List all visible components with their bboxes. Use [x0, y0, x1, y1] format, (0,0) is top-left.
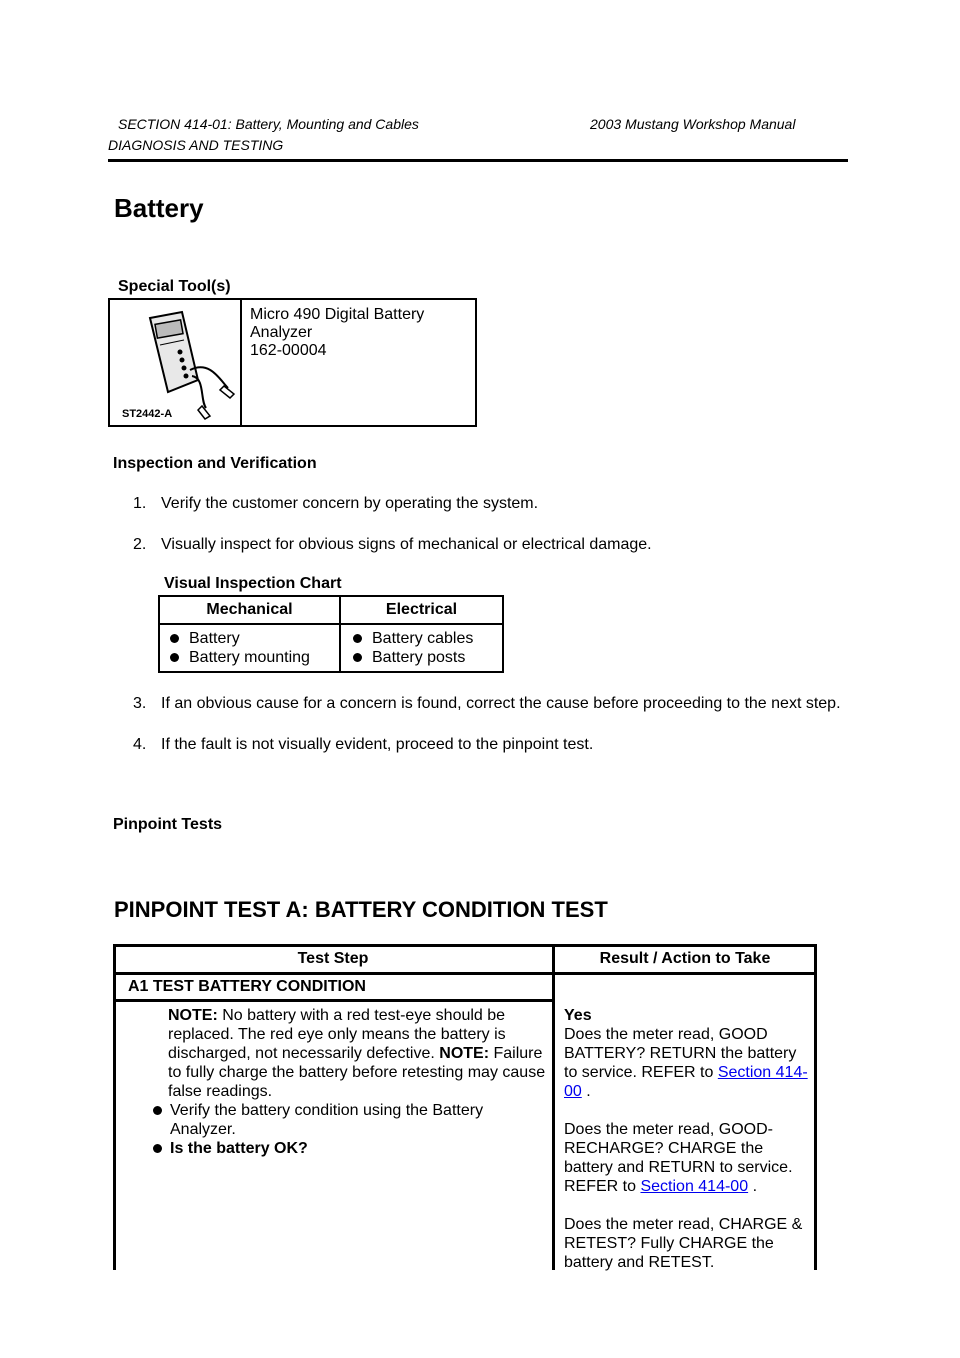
result-text: .	[586, 1083, 591, 1100]
page-title: Battery	[114, 193, 204, 223]
table-top-border	[113, 944, 817, 947]
result-text: Does the meter read, GOOD-	[564, 1121, 773, 1138]
inspection-step-3	[133, 695, 841, 713]
result-text: RETEST? Fully CHARGE the	[564, 1235, 774, 1252]
section-414-00-link[interactable]: Section 414-	[717, 1064, 808, 1081]
mechanical-cell	[159, 624, 340, 672]
bullet-icon	[153, 1106, 162, 1115]
result-text: battery and RETURN to service.	[564, 1159, 793, 1176]
bullet-icon	[353, 634, 362, 643]
result-column	[564, 1006, 814, 1272]
step-bullets	[153, 1101, 553, 1158]
table-left-border	[113, 944, 116, 1270]
battery-analyzer-icon	[110, 300, 238, 425]
bullet-question: Is the battery OK?	[170, 1140, 308, 1157]
inspection-heading: Inspection and Verification	[113, 455, 317, 472]
tool-image-label: ST2442-A	[122, 408, 173, 420]
step-text: If the fault is not visually evident, proceed to the pinpoint test.	[161, 736, 594, 753]
visual-inspection-chart	[158, 595, 504, 673]
step-number: 1.	[133, 495, 147, 512]
result-text: to service. REFER to	[564, 1064, 714, 1081]
manual-title: 2003 Mustang Workshop Manual	[590, 116, 796, 132]
bullet-icon	[170, 634, 179, 643]
step-title-bottom-border	[113, 999, 553, 1002]
step-number: 3.	[133, 695, 147, 712]
step-text: If an obvious cause for a concern is found, correct the cause before proceeding to the next step.	[161, 695, 841, 712]
tool-part-number: 162-00004	[250, 342, 327, 359]
result-text: battery and RETEST.	[564, 1254, 715, 1271]
electrical-item: Battery cables	[372, 629, 474, 647]
electrical-item: Battery posts	[372, 648, 466, 666]
subsection-header: DIAGNOSIS AND TESTING	[108, 137, 284, 153]
table-right-border	[814, 944, 817, 1270]
note-text: to fully charge the battery before retesting may cause	[168, 1064, 546, 1081]
note-text: replaced. The red eye only means the battery is	[168, 1026, 506, 1043]
section-414-00-link-2[interactable]: Section 414-00	[640, 1178, 749, 1195]
note-text: discharged, not necessarily defective.	[168, 1045, 435, 1062]
bullet-icon	[353, 653, 362, 662]
inspection-step-4	[133, 736, 593, 754]
result-text: RECHARGE? CHARGE the	[564, 1140, 764, 1157]
header-bottom-border	[113, 972, 817, 975]
visual-inspection-chart-title: Visual Inspection Chart	[164, 575, 342, 592]
step-number: 2.	[133, 536, 147, 553]
pinpoint-test-title: PINPOINT TEST A: BATTERY CONDITION TEST	[114, 897, 608, 922]
step-notes	[168, 1006, 558, 1101]
col-header-test-step: Test Step	[297, 950, 369, 967]
col-header-electrical: Electrical	[340, 596, 503, 624]
step-text: Visually inspect for obvious signs of mechanical or electrical damage.	[161, 536, 652, 553]
col-header-mechanical: Mechanical	[159, 596, 340, 624]
step-text: Verify the customer concern by operating the system.	[161, 495, 539, 512]
tool-name-line1: Micro 490 Digital Battery	[250, 306, 425, 323]
note-text: Failure	[493, 1045, 543, 1062]
note-label: NOTE:	[168, 1007, 218, 1024]
bullet-text: Analyzer.	[170, 1121, 236, 1138]
note-text: false readings.	[168, 1083, 273, 1100]
tool-name-line2: Analyzer	[250, 324, 313, 341]
note-label: NOTE:	[439, 1045, 490, 1062]
list-item	[170, 648, 339, 667]
result-yes-label: Yes	[564, 1007, 592, 1024]
electrical-cell	[340, 624, 503, 672]
bullet-text: Verify the battery condition using the Battery	[170, 1102, 484, 1119]
note-text: No battery with a red test-eye should be	[222, 1007, 506, 1024]
battery-analyzer-image	[110, 300, 242, 427]
list-item	[170, 629, 339, 648]
result-text: Does the meter read, GOOD	[564, 1026, 768, 1043]
result-text: BATTERY? RETURN the battery	[564, 1045, 797, 1062]
section-header: SECTION 414-01: Battery, Mounting and Cables	[118, 116, 419, 132]
result-text: Does the meter read, CHARGE &	[564, 1216, 803, 1233]
pinpoint-test-table	[113, 944, 817, 1270]
list-item	[353, 629, 502, 648]
result-text: REFER to	[564, 1178, 637, 1195]
pinpoint-heading: Pinpoint Tests	[113, 816, 223, 833]
bullet-icon	[153, 1144, 162, 1153]
special-tool-box	[108, 298, 477, 427]
mechanical-item: Battery mounting	[189, 648, 310, 666]
step-title: A1 TEST BATTERY CONDITION	[128, 978, 366, 995]
list-item	[353, 648, 502, 667]
mechanical-item: Battery	[189, 629, 240, 647]
step-number: 4.	[133, 736, 147, 753]
bullet-icon	[170, 653, 179, 662]
inspection-step-1	[133, 495, 538, 513]
header-rule	[108, 159, 848, 162]
col-header-result: Result / Action to Take	[599, 950, 771, 967]
inspection-step-2	[133, 536, 652, 554]
section-414-00-link-cont[interactable]: 00	[564, 1083, 582, 1100]
result-text: .	[752, 1178, 758, 1195]
tool-description	[250, 306, 424, 360]
special-tools-heading: Special Tool(s)	[118, 278, 231, 295]
